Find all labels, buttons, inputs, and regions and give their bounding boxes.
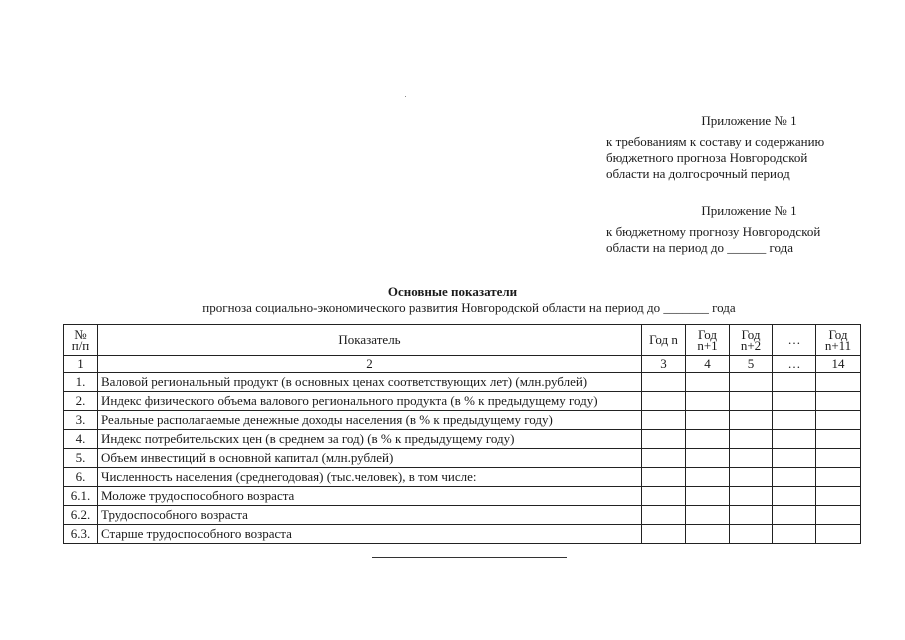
header-year-label: Год [828,327,848,342]
value-cell [686,487,730,506]
table-row [64,525,861,544]
table-row [64,373,861,392]
value-cell [642,487,686,506]
value-cell [642,411,686,430]
footer-rule [372,557,567,558]
header-year-n11 [816,325,861,356]
table-row [64,411,861,430]
value-cell [642,392,686,411]
row-number: 1. [64,373,98,392]
value-cell [686,373,730,392]
annex-block-forecast [606,203,876,256]
table-header-row [64,325,861,356]
column-number: 3 [642,356,686,373]
annex-text-line: области на период до ______ года [606,240,793,255]
table-row [64,430,861,449]
value-cell [773,525,816,544]
row-number: 6. [64,468,98,487]
header-num-symbol: № [74,327,87,342]
value-cell [730,487,773,506]
column-number: 4 [686,356,730,373]
header-year-n: Год n [642,325,686,356]
column-number: … [773,356,816,373]
header-ellipsis: … [773,325,816,356]
row-number: 5. [64,449,98,468]
value-cell [816,411,861,430]
row-indicator: Индекс потребительских цен (в среднем за год) (в % к предыдущему году) [98,430,642,449]
table-row [64,468,861,487]
table-row [64,487,861,506]
row-indicator: Объем инвестиций в основной капитал (млн.рублей) [98,449,642,468]
scan-speck [405,96,406,97]
annex-text-line: бюджетного прогноза Новгородской [606,150,808,165]
header-year-n1 [686,325,730,356]
table-row [64,449,861,468]
value-cell [816,487,861,506]
value-cell [730,468,773,487]
value-cell [773,392,816,411]
value-cell [730,411,773,430]
value-cell [730,449,773,468]
annex-block-requirements [606,113,876,182]
value-cell [730,430,773,449]
value-cell [642,449,686,468]
row-indicator: Индекс физического объема валового регионального продукта (в % к предыдущему году) [98,392,642,411]
row-number: 2. [64,392,98,411]
row-indicator: Численность населения (среднегодовая) (тыс.человек), в том числе: [98,468,642,487]
value-cell [686,506,730,525]
annex-text-line: к требованиям к составу и содержанию [606,134,825,149]
header-year-index: n+2 [740,338,762,353]
value-cell [686,468,730,487]
row-number: 6.2. [64,506,98,525]
annex-text-line: к бюджетному прогнозу Новгородской [606,224,821,239]
header-year-label: Год [697,327,718,342]
value-cell [816,506,861,525]
value-cell [642,506,686,525]
table-row [64,506,861,525]
row-indicator: Моложе трудоспособного возраста [98,487,642,506]
column-number: 1 [64,356,98,373]
row-number: 4. [64,430,98,449]
value-cell [773,468,816,487]
column-number: 14 [816,356,861,373]
header-year-n2 [730,325,773,356]
column-number: 5 [730,356,773,373]
header-num-abbrev: п/п [71,338,90,353]
annex-text-line: области на долгосрочный период [606,166,790,181]
value-cell [773,487,816,506]
value-cell [642,373,686,392]
value-cell [730,392,773,411]
value-cell [816,449,861,468]
row-indicator: Старше трудоспособного возраста [98,525,642,544]
value-cell [773,411,816,430]
indicators-table [63,324,861,544]
document-title: Основные показатели [387,284,518,299]
value-cell [642,468,686,487]
header-year-index: n+1 [697,338,718,353]
value-cell [686,430,730,449]
annex-heading: Приложение № 1 [701,203,797,218]
document-subtitle: прогноза социально-экономического развития Новгородской области на период до _______ года [202,300,736,315]
value-cell [686,411,730,430]
row-number: 6.1. [64,487,98,506]
value-cell [773,449,816,468]
value-cell [816,430,861,449]
value-cell [686,449,730,468]
annex-heading: Приложение № 1 [701,113,797,128]
row-indicator: Реальные располагаемые денежные доходы населения (в % к предыдущему году) [98,411,642,430]
table-row [64,392,861,411]
value-cell [773,373,816,392]
value-cell [816,392,861,411]
value-cell [686,392,730,411]
row-number: 3. [64,411,98,430]
row-indicator: Валовой региональный продукт (в основных ценах соответствующих лет) (млн.рублей) [98,373,642,392]
value-cell [773,506,816,525]
row-indicator: Трудоспособного возраста [98,506,642,525]
value-cell [730,373,773,392]
value-cell [642,525,686,544]
value-cell [816,373,861,392]
value-cell [816,468,861,487]
header-year-index: n+11 [824,338,852,353]
column-number: 2 [98,356,642,373]
header-indicator: Показатель [98,325,642,356]
column-numbers-row [64,356,861,373]
value-cell [730,506,773,525]
value-cell [642,430,686,449]
value-cell [773,430,816,449]
row-number: 6.3. [64,525,98,544]
value-cell [686,525,730,544]
header-year-label: Год [741,327,761,342]
value-cell [816,525,861,544]
value-cell [730,525,773,544]
header-num [64,325,98,356]
